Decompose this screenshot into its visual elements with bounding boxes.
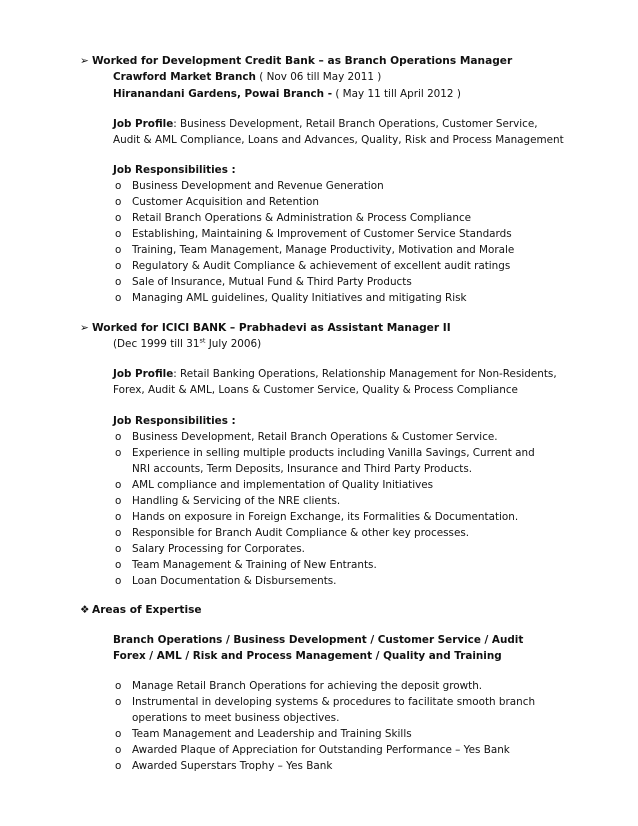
circle-bullet-icon: o [115,228,122,240]
job2-resp-label: Job Responsibilities : [113,415,236,427]
circle-bullet-icon: o [115,196,122,208]
expertise-areas-line1: Branch Operations / Business Development / Customer Service / Audit [113,634,524,646]
job1-item: Training, Team Management, Manage Productivity, Motivation and Morale [132,244,515,256]
job2-dates [113,338,261,351]
job2-dates-sup: st [199,336,206,345]
job2-heading-text: Worked for ICICI BANK – Prabhadevi as Assistant Manager II [92,322,451,334]
expertise-item: Instrumental in developing systems & procedures to facilitate smooth branch [132,696,536,708]
circle-bullet-icon: o [115,431,122,443]
circle-bullet-icon: o [115,559,122,571]
circle-bullet-icon: o [115,744,122,756]
job2-profile-text1: : Retail Banking Operations, Relationship Management for Non-Residents, [173,368,557,380]
expertise-areas-line2: Forex / AML / Risk and Process Management / Quality and Training [113,650,502,662]
job1-heading [80,55,513,67]
job1-item: Regulatory & Audit Compliance & achievement of excellent audit ratings [132,260,511,272]
circle-bullet-icon: o [115,511,122,523]
job1-profile-line2: Audit & AML Compliance, Loans and Advances, Quality, Risk and Process Management [113,134,564,146]
job2-item: Handling & Servicing of the NRE clients. [132,495,341,507]
job1-branch2-dates: ( May 11 till April 2012 ) [332,88,461,100]
job1-branch1-dates: ( Nov 06 till May 2011 ) [255,71,382,83]
job2-dates-pre: (Dec 1999 till 31 [113,338,200,350]
job1-branch1 [113,71,381,84]
circle-bullet-icon: o [115,479,122,491]
circle-bullet-icon: o [115,180,122,192]
job1-item: Managing AML guidelines, Quality Initiatives and mitigating Risk [132,292,467,304]
job2-profile-line2: Forex, Audit & AML, Loans & Customer Service, Quality & Process Compliance [113,384,518,396]
job1-heading-text: Worked for Development Credit Bank – as Branch Operations Manager [92,55,513,67]
job2-profile-label: Job Profile [113,368,174,380]
job2-item: Responsible for Branch Audit Compliance & other key processes. [132,527,470,539]
circle-bullet-icon: o [115,728,122,740]
expertise-item: Manage Retail Branch Operations for achieving the deposit growth. [132,680,483,692]
expertise-heading [80,604,202,616]
circle-bullet-icon: o [115,527,122,539]
expertise-item: Awarded Plaque of Appreciation for Outstanding Performance – Yes Bank [132,744,510,756]
job2-item-continued: NRI accounts, Term Deposits, Insurance and Third Party Products. [132,463,473,475]
job1-item: Retail Branch Operations & Administration & Process Compliance [132,212,472,224]
job2-item: Salary Processing for Corporates. [132,543,305,555]
job2-item: AML compliance and implementation of Quality Initiatives [132,479,434,491]
job1-profile-label: Job Profile [113,118,174,130]
job1-branch2-name: Hiranandani Gardens, Powai Branch - [113,88,333,100]
arrow-bullet-icon: ➢ [80,322,89,334]
job2-heading [80,322,451,334]
circle-bullet-icon: o [115,292,122,304]
circle-bullet-icon: o [115,495,122,507]
expertise-heading-text: Areas of Expertise [92,604,202,616]
job2-item: Experience in selling multiple products including Vanilla Savings, Current and [132,447,535,459]
expertise-item: Awarded Superstars Trophy – Yes Bank [132,760,333,772]
circle-bullet-icon: o [115,575,122,587]
diamond-bullet-icon: ❖ [80,604,90,616]
job1-item: Sale of Insurance, Mutual Fund & Third Party Products [132,276,412,288]
circle-bullet-icon: o [115,244,122,256]
job1-profile-text1: : Business Development, Retail Branch Operations, Customer Service, [173,118,538,130]
job1-profile-line1 [113,118,538,131]
job1-branch1-name: Crawford Market Branch [113,71,256,83]
job1-branch2 [113,88,461,101]
circle-bullet-icon: o [115,760,122,772]
job2-item: Team Management & Training of New Entrants. [132,559,377,571]
job2-item: Hands on exposure in Foreign Exchange, its Formalities & Documentation. [132,511,519,523]
circle-bullet-icon: o [115,447,122,459]
job1-item: Business Development and Revenue Generation [132,180,384,192]
job2-item: Business Development, Retail Branch Operations & Customer Service. [132,431,498,443]
job1-item: Establishing, Maintaining & Improvement of Customer Service Standards [132,228,512,240]
job1-item: Customer Acquisition and Retention [132,196,319,208]
circle-bullet-icon: o [115,543,122,555]
job2-dates-post: July 2006) [205,338,262,350]
expertise-item-continued: operations to meet business objectives. [132,712,340,724]
circle-bullet-icon: o [115,680,122,692]
arrow-bullet-icon: ➢ [80,55,89,67]
circle-bullet-icon: o [115,212,122,224]
job1-resp-label: Job Responsibilities : [113,164,236,176]
circle-bullet-icon: o [115,260,122,272]
circle-bullet-icon: o [115,696,122,708]
expertise-item: Team Management and Leadership and Training Skills [132,728,412,740]
job2-item: Loan Documentation & Disbursements. [132,575,337,587]
circle-bullet-icon: o [115,276,122,288]
job2-profile-line1 [113,368,557,381]
